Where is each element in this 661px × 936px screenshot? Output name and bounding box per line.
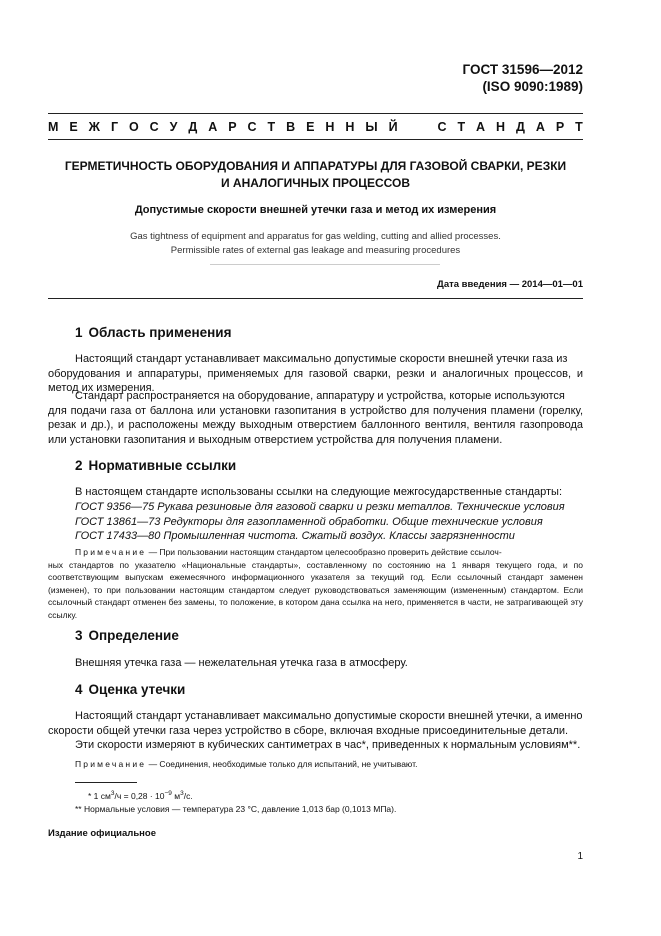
section-number: 1 — [75, 325, 83, 340]
english-title — [48, 230, 583, 257]
note-label: Примечание — [75, 759, 147, 769]
banner-letter: Д — [516, 120, 525, 134]
banner-letter: А — [476, 120, 486, 134]
banner-letter: Н — [496, 120, 506, 134]
banner-letter: Р — [228, 120, 237, 134]
section-1-paragraph-1: Настоящий стандарт устанавливает максимально допустимые скорости внешней утечки газа из оборудования и аппаратуры, применяемых для газовой сварки, резки и аналогичных процессов, и метод их измерения. — [48, 353, 583, 394]
section-4-paragraph-1: Настоящий стандарт устанавливает максимально допустимые скорости внешней утечки, а именно скорости общей утечки газа через устройство в сборе, включая входные присоединительные детали. — [48, 710, 583, 737]
title-line-2: И АНАЛОГИЧНЫХ ПРОЦЕССОВ — [220, 176, 411, 190]
footnote-2: ** Нормальные условия — температура 23 °С, давление 1,013 бар (0,1013 МПа). — [75, 804, 397, 814]
banner-gap — [409, 120, 427, 134]
banner-letter: Ж — [88, 120, 100, 134]
banner-letter: Й — [388, 120, 398, 134]
banner-letter: Е — [69, 120, 78, 134]
section-4-note: Примечание — Соединения, необходимые только для испытаний, не учитывают. — [75, 759, 418, 769]
banner-letter: М — [48, 120, 59, 134]
standard-code: ГОСТ 31596—2012 — [462, 62, 583, 77]
banner-letter: Т — [457, 120, 466, 134]
section-number: 2 — [75, 458, 83, 473]
footnote-rule — [75, 782, 137, 783]
reference-item: ГОСТ 9356—75 Рукава резиновые для газовой сварки и резки металлов. Технические условия — [75, 501, 565, 513]
official-edition-label: Издание официальное — [48, 828, 156, 839]
section-2-note: Примечание — При пользовании настоящим стандартом целесообразно проверить действие ссылоч- ных стандартов по указателю «Национальные стандарты», составленному по состоянию на 1 января текущего года, и по соответствующим выпускам ежемесячного информационного указателя за текущий год. Если ссылочный стандарт заменен (изменен), то при пользовании настоящим стандартом следует руководствоваться заменяющим (измененным) стандартом. Если ссылочный стандарт отменен без замены, то положение, в котором дана ссылка на него, применяется в части, не затрагивающей эту ссылку. — [48, 547, 583, 620]
section-2-heading — [75, 458, 236, 473]
title-divider — [210, 264, 440, 265]
page-number: 1 — [577, 851, 583, 862]
iso-code: (ISO 9090:1989) — [482, 79, 583, 94]
interstate-standard-banner — [48, 120, 583, 134]
date-rule — [48, 298, 583, 299]
section-number: 3 — [75, 628, 83, 643]
banner-letter: Ы — [365, 120, 378, 134]
top-rule — [48, 113, 583, 114]
banner-letter: Г — [110, 120, 119, 134]
reference-item: ГОСТ 13861—73 Редукторы для газопламенной обработки. Общие технические условия — [75, 515, 543, 528]
banner-letter: Р — [555, 120, 565, 134]
banner-bottom-rule — [48, 139, 583, 140]
english-title-line-1: Gas tightness of equipment and apparatus for gas welding, cutting and allied processes. — [130, 231, 501, 242]
introduction-date: Дата введения — 2014—01—01 — [437, 279, 583, 290]
section-2-intro: В настоящем стандарте использованы ссылки на следующие межгосударственные стандарты: — [75, 486, 563, 498]
banner-letter: С — [247, 120, 257, 134]
note-label: Примечание — [75, 547, 147, 557]
banner-letter: В — [286, 120, 296, 134]
title-line-1: ГЕРМЕТИЧНОСТЬ ОБОРУДОВАНИЯ И АППАРАТУРЫ ДЛЯ ГАЗОВОЙ СВАРКИ, РЕЗКИ — [64, 159, 567, 173]
section-title: Нормативные ссылки — [88, 458, 237, 473]
banner-letter: У — [169, 120, 178, 134]
banner-letter: С — [437, 120, 447, 134]
banner-letter: О — [128, 120, 139, 134]
section-3-heading — [75, 628, 179, 643]
banner-letter: С — [149, 120, 159, 134]
banner-letter: Д — [188, 120, 198, 134]
section-1-heading — [75, 325, 231, 340]
banner-letter: Н — [325, 120, 335, 134]
section-4-heading — [75, 682, 185, 697]
banner-letter: Е — [306, 120, 315, 134]
banner-letter: Н — [345, 120, 355, 134]
section-title: Оценка утечки — [88, 682, 186, 697]
section-number: 4 — [75, 682, 83, 697]
english-title-line-2: Permissible rates of external gas leakage and measuring procedures — [170, 244, 461, 256]
banner-letter: Т — [267, 120, 276, 134]
footnote-1: * 1 $см^3/ч = 0,28 \cdot 10^{-9}$ $м^3/с$. — [88, 790, 193, 801]
banner-letter: А — [535, 120, 545, 134]
reference-item: ГОСТ 17433—80 Промышленная чистота. Сжатый воздух. Классы загрязненности — [75, 530, 515, 542]
section-1-paragraph-2: Стандарт распространяется на оборудование, аппаратуру и устройства, которые используются для подачи газа от баллона или установки газопитания в устройство для получения пламени (горелку, резак и др.), и расположены между выходным отверстием баллонного вентиля, вентиля газопровода или установки газопитания и выходным отверстием устройства для получения пламени. — [48, 390, 583, 446]
banner-letter: А — [208, 120, 218, 134]
section-title: Область применения — [88, 325, 232, 340]
banner-letter: Т — [575, 120, 583, 134]
section-title: Определение — [88, 628, 179, 643]
document-subtitle: Допустимые скорости внешней утечки газа и метод их измерения — [134, 204, 497, 216]
section-4-paragraph-2: Эти скорости измеряют в кубических сантиметрах в час*, приведенных к нормальным условиям**. — [75, 739, 581, 751]
section-3-text: Внешняя утечка газа — нежелательная утечка газа в атмосферу. — [75, 657, 408, 669]
document-title — [48, 158, 583, 192]
